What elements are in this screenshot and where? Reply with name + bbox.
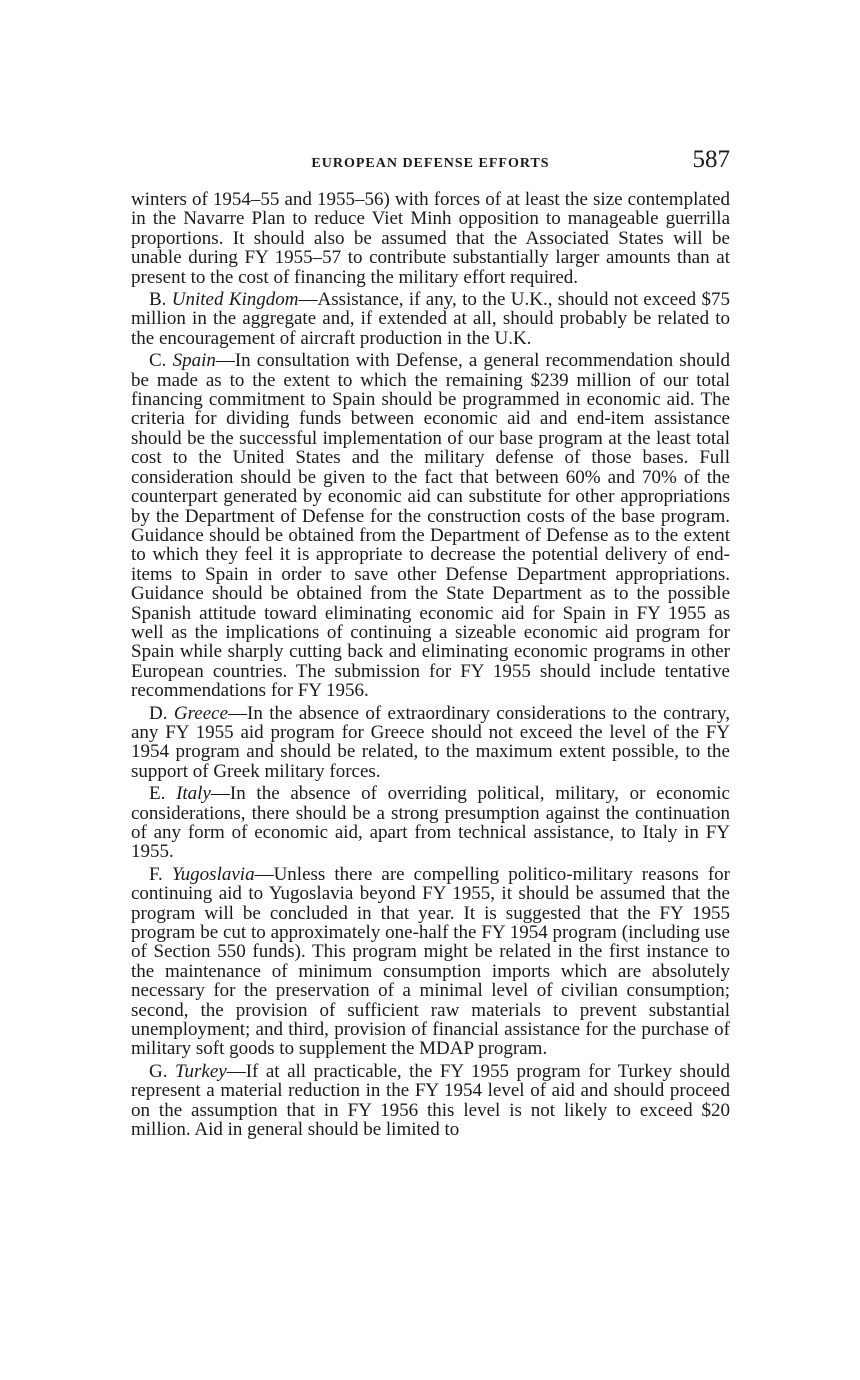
paragraph-subject: Greece (173, 702, 229, 724)
page-body (131, 190, 730, 1143)
paragraph-text: —Assistance, if any, to the U.K., should not exceed $75 million in the aggregate and, if extended at all, should probably be related to the encouragement of aircraft production in the U.K. (131, 289, 730, 349)
paragraph-subject: United Kingdom (171, 289, 299, 311)
page-header (131, 146, 730, 178)
paragraph-text: —In consultation with Defense, a general recommendation should be made as to the extent to which the remaining $239 million of our total financing commitment to Spain should be programmed in economic aid. The criteria for dividing funds between economic aid and end-item assistance should be the successful implementation of our base program at the least total cost to the United States and the military defense of those bases. Full consideration should be given to the fact that between 60% and 70% of the counterpart generated by economic aid can substitute for other appropriations by the Department of Defense for the construction costs of the base program. Guidance should be obtained from the Department of Defense as to the extent to which they feel it is appropriate to decrease the potential delivery of end-items to Spain in order to save other Defense Department appropriations. Guidance should be obtained from the State Department as to the possible Spanish attitude toward eliminating economic aid for Spain in FY 1955 as well as the implications of continuing a sizeable economic aid program for Spain while sharply cutting back and eliminating economic programs in other European countries. The submission for FY 1955 should include tentative recommendations for FY 1956. (131, 350, 730, 702)
paragraph-italy (131, 784, 730, 862)
paragraph-yugoslavia (131, 865, 730, 1059)
paragraph-turkey (131, 1062, 730, 1140)
paragraph-lead: G. (149, 1060, 175, 1082)
running-title: EUROPEAN DEFENSE EFFORTS (311, 156, 550, 171)
paragraph-subject: Italy (176, 783, 211, 805)
paragraph-text: —In the absence of overriding political, military, or economic considerations, there should be a strong presumption against the continuation of any form of economic aid, apart from technical assistance, to Italy in FY 1955. (131, 783, 730, 863)
paragraph-continuation (131, 190, 730, 287)
paragraph-united-kingdom (131, 290, 730, 348)
paragraph-text: —If at all practicable, the FY 1955 program for Turkey should represent a material reduction in the FY 1954 level of aid and should proceed on the assumption that in FY 1956 this level is not likely to exceed $20 million. Aid in general should be limited to (131, 1060, 730, 1141)
page-number: 587 (692, 146, 730, 173)
paragraph-subject: Spain (172, 350, 216, 372)
paragraph-text: winters of 1954–55 and 1955–56) with forces of at least the size contemplated in the Navarre Plan to reduce Viet Minh opposition to manageable guerrilla proportions. It should also be assumed that the Associated States will be unable during FY 1955–57 to contribute substantially larger amounts than at present to the cost of financing the military effort required. (131, 189, 730, 288)
paragraph-lead: D. (149, 702, 174, 724)
paragraph-subject: Yugoslavia (171, 863, 255, 885)
paragraph-text: —In the absence of extraordinary considerations to the contrary, any FY 1955 aid program for Greece should not exceed the level of the FY 1954 program and should be related, to the maximum extent possible, to the support of Greek military forces. (131, 702, 730, 782)
paragraph-text: —Unless there are compelling politico-military reasons for continuing aid to Yugoslavia beyond FY 1955, it should be assumed that the program will be concluded in that year. It is suggested that the FY 1955 program be cut to approximately one-half the FY 1954 program (including use of Section 550 funds). This program might be related in the first instance to the maintenance of minimum consumption imports which are absolutely necessary for the preservation of a minimal level of civilian consumption; second, the provision of sufficient raw materials to prevent substantial unemployment; and third, provision of financial assistance for the purchase of military soft goods to supplement the MDAP program. (131, 863, 730, 1060)
paragraph-lead: B. (149, 289, 172, 311)
paragraph-spain (131, 351, 730, 700)
paragraph-lead: C. (149, 350, 173, 372)
paragraph-subject: Turkey (174, 1060, 227, 1082)
paragraph-lead: F. (149, 863, 172, 885)
paragraph-greece (131, 704, 730, 782)
paragraph-lead: E. (149, 783, 177, 805)
